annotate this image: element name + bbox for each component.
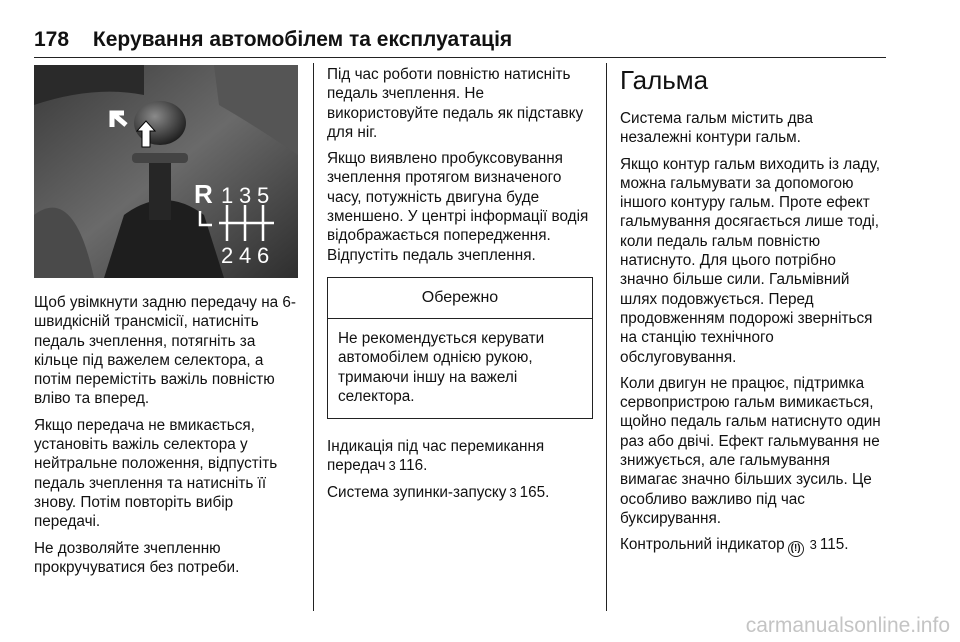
reference-stop-start: Система зупинки-запуску 3 165. [327,483,550,501]
pattern-letter-1: 1 [221,183,234,208]
pattern-letter-2: 2 [221,243,234,268]
paragraph-gear-not-engaging: Якщо передача не вмикається, установіть важіль селектора у нейтральне положення, відпустіть педаль зчеплення та натисніть її знову. Потім повторіть вибір передачі. [34,416,278,531]
paragraph-clutch-warning: Якщо виявлено пробуксовування зчеплення протягом визначеного часу, потужність двигуна буде зменшено. У центрі інформації водія відображається попередження. Відпустіть педаль зчеплення. [327,150,589,264]
pattern-letter-3: 3 [239,183,252,208]
page-title: Керування автомобілем та експлуатація [92,28,513,51]
gear-shift-figure [34,65,298,278]
reference-shift-indication: Індикація під час перемикання передач 3 116. [327,438,545,475]
page-ref-link[interactable]: 115. [819,536,849,554]
pattern-letter-r: R [194,179,213,209]
watermark: carmanualsonline.info [745,614,950,637]
caution-body: Не рекомендується керувати автомобілем однією рукою, тримаючи іншу на важелі селектора. [338,329,545,405]
column-3 [620,65,888,564]
page-ref-arrow-icon: 3 [809,537,817,553]
page-ref-arrow-icon: 3 [388,458,396,474]
caution-title: Обережно [328,278,592,319]
paragraph-clutch-pedal: Під час роботи повністю натисніть педаль зчеплення. Не використовуйте педаль як підставку для ніг. [327,66,584,141]
reverse-ring [132,153,188,163]
page-header [34,26,886,54]
column-2 [327,65,593,509]
gear-shaft [149,160,171,220]
paragraph-circuit-failure: Якщо контур гальм виходить із ладу, можна гальмувати за допомогою іншого контуру гальм. Проте ефект гальмування досягається лише тоді, коли педаль гальм повністю натиснуто. Для цього потрібно значно більше сили. Гальмівний шлях подовжується. Перед продовженням подорожі зверніться на станцію технічного обслуговування. [620,155,880,366]
pattern-letter-4: 4 [239,243,252,268]
section-title-brakes: Гальма [620,65,709,95]
reference-brake-indicator: Контрольний індикатор (!) 3 115. [620,535,888,557]
column-1 [34,293,300,584]
paragraph-clutch-slip: Не дозволяйте зчепленню прокручуватися без потреби. [34,539,240,576]
paragraph-brake-circuits: Система гальм містить два незалежні контури гальм. [620,110,813,147]
page-ref-arrow-icon: 3 [509,484,517,500]
pattern-letter-6: 6 [257,243,270,268]
paragraph-servo-support: Коли двигун не працює, підтримка сервопристрою гальм вимикається, щойно педаль гальм натиснуто один раз або двічі. Ефект гальмування не знижується, але гальмування вимагає значно більших зусиль. Це особливо важливо під час буксирування. [620,374,881,527]
column-divider-2 [606,63,607,611]
brake-warning-icon: (!) [788,541,804,557]
page-ref-link[interactable]: 165. [519,483,550,501]
pattern-letter-5: 5 [257,183,270,208]
page-ref-link[interactable]: 116. [398,457,428,475]
page-number: 178 [34,28,70,51]
caution-box [327,277,593,419]
column-divider-1 [313,63,314,611]
header-rule [34,57,886,58]
paragraph-reverse-gear: Щоб увімкнути задню передачу на 6-швидкісній трансмісії, натисніть педаль зчеплення, потягніть за кільце під важелем селектора, а потім перемістіть важіль повністю вліво та вперед. [34,294,296,408]
